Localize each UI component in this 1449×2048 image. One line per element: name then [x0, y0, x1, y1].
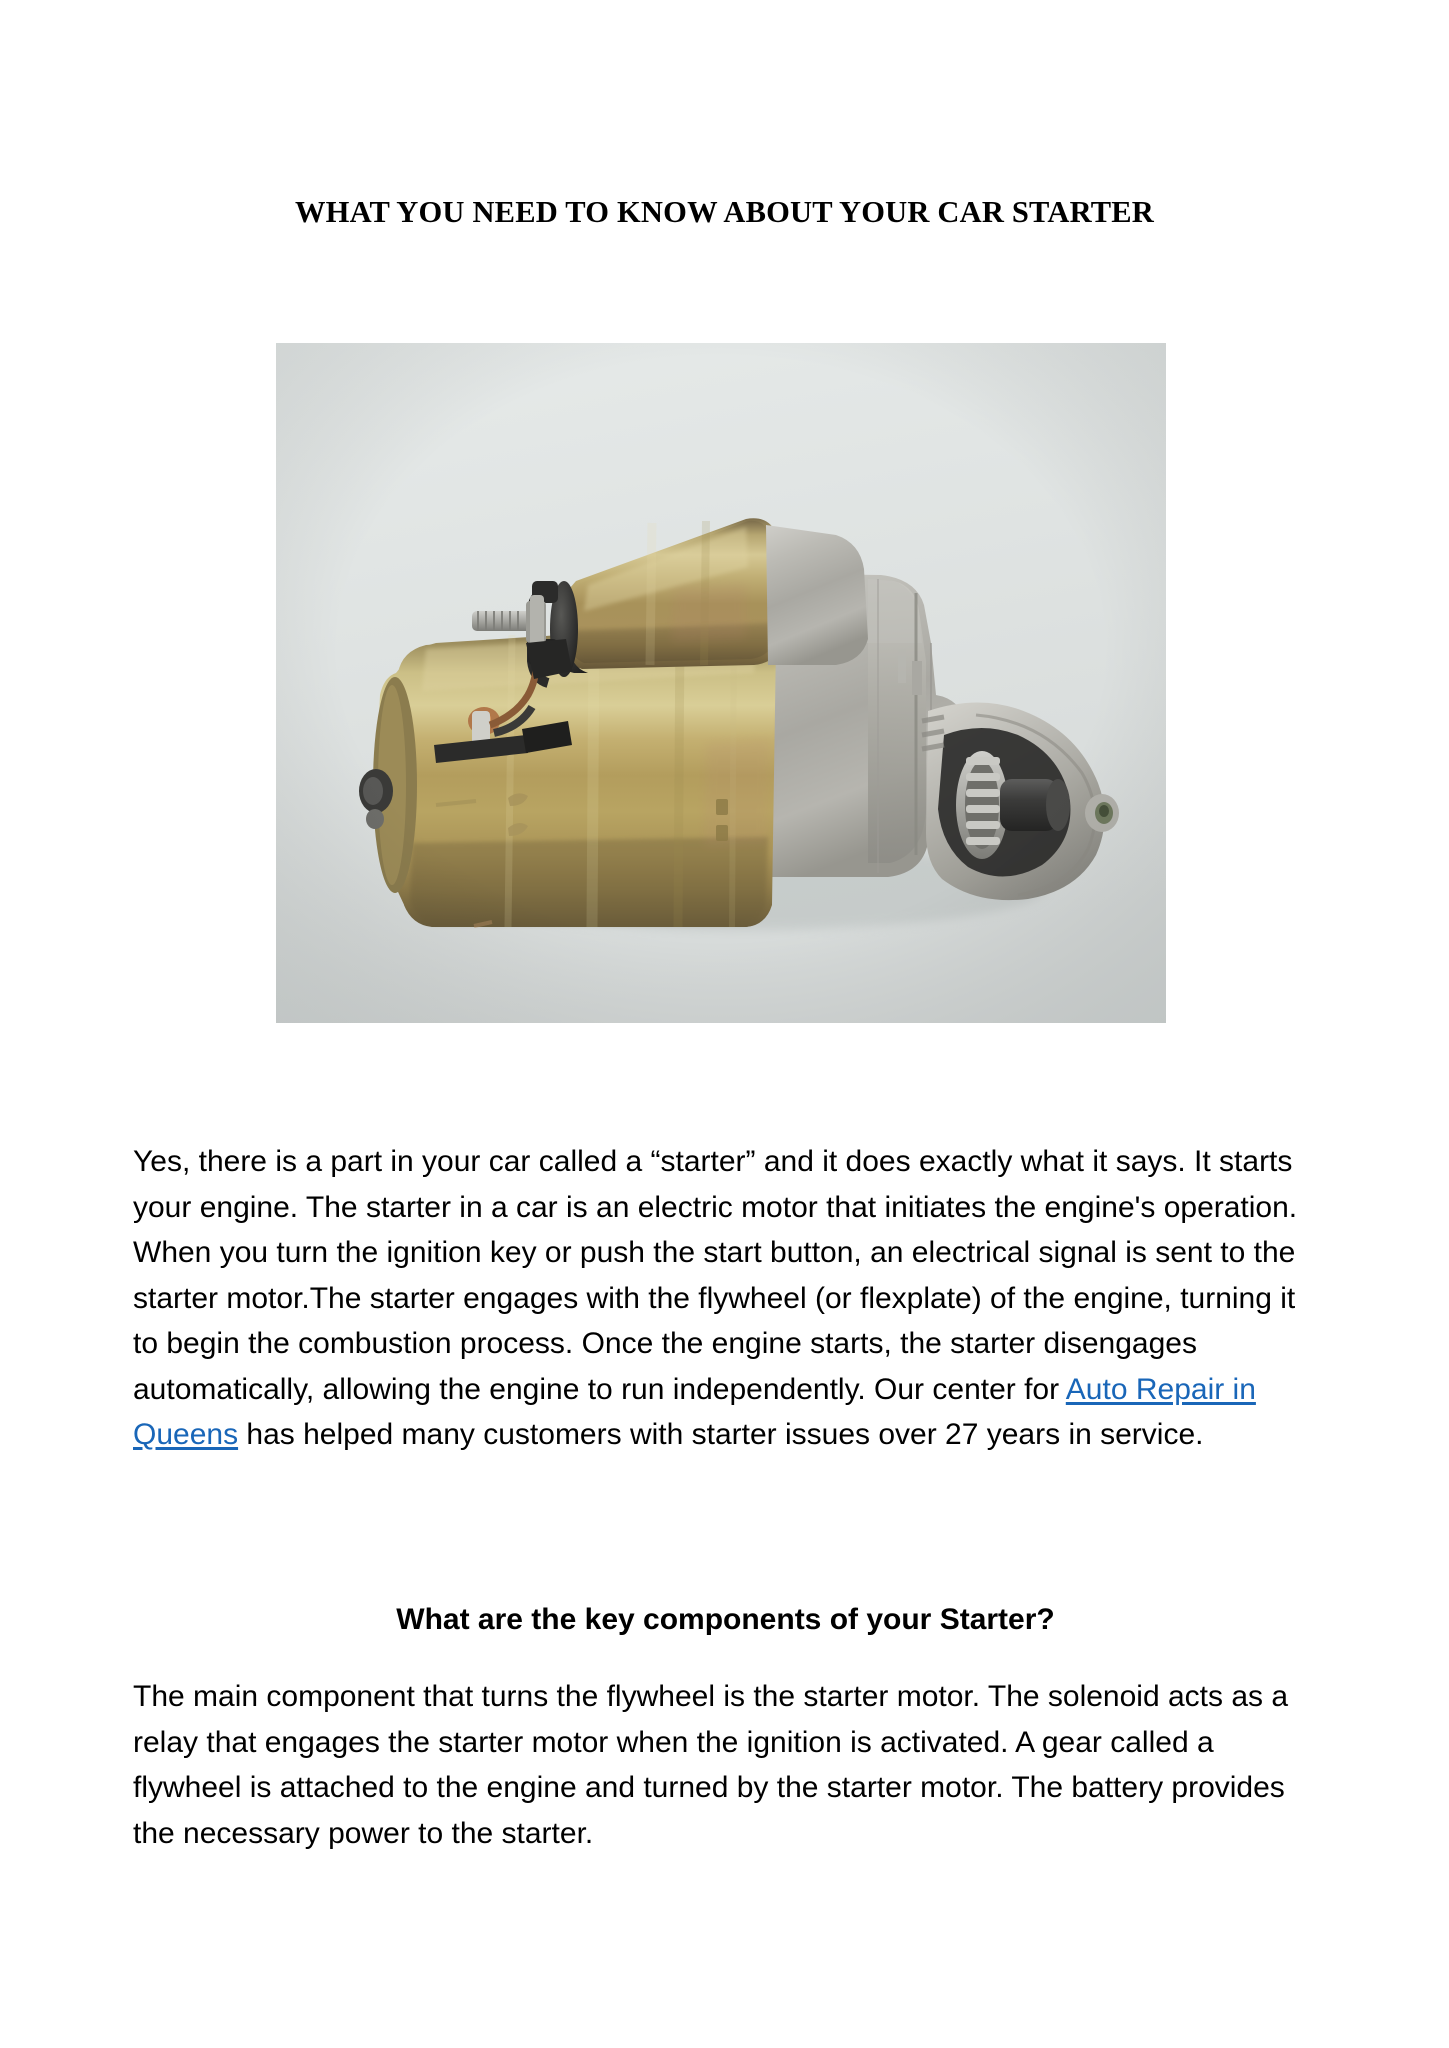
- components-paragraph: The main component that turns the flywheel is the starter motor. The solenoid acts as a relay that engages the starter motor when the ignition is activated. A gear called a flywheel is attached to the engine and turned by the starter motor. The battery provides the necessary power to the starter.: [133, 1680, 1289, 1850]
- intro-text-after-link: has helped many customers with starter issues over 27 years in service.: [238, 1418, 1204, 1451]
- page-title: WHAT YOU NEED TO KNOW ABOUT YOUR CAR STARTER: [294, 195, 1155, 230]
- intro-text-before-link: Yes, there is a part in your car called a “starter” and it does exactly what it says. It starts your engine. The starter in a car is an electric motor that initiates the engine's operation. When you turn the ignition key or push the start button, an electrical signal is sent to the starter motor.The starter engages with the flywheel (or flexplate) of the engine, turning it to begin the combustion process. Once the engine starts, the starter disengages automatically, allowing the engine to run independently. Our center for: [133, 1145, 1298, 1406]
- starter-motor-photo: [276, 343, 1166, 1023]
- starter-motor-figure: [276, 343, 1166, 1023]
- section-heading-key-components: What are the key components of your Starter?: [396, 1602, 1055, 1636]
- intro-paragraph: [133, 1139, 1318, 1458]
- auto-repair-in-queens-link[interactable]: Auto Repair in Queens: [133, 1372, 1256, 1451]
